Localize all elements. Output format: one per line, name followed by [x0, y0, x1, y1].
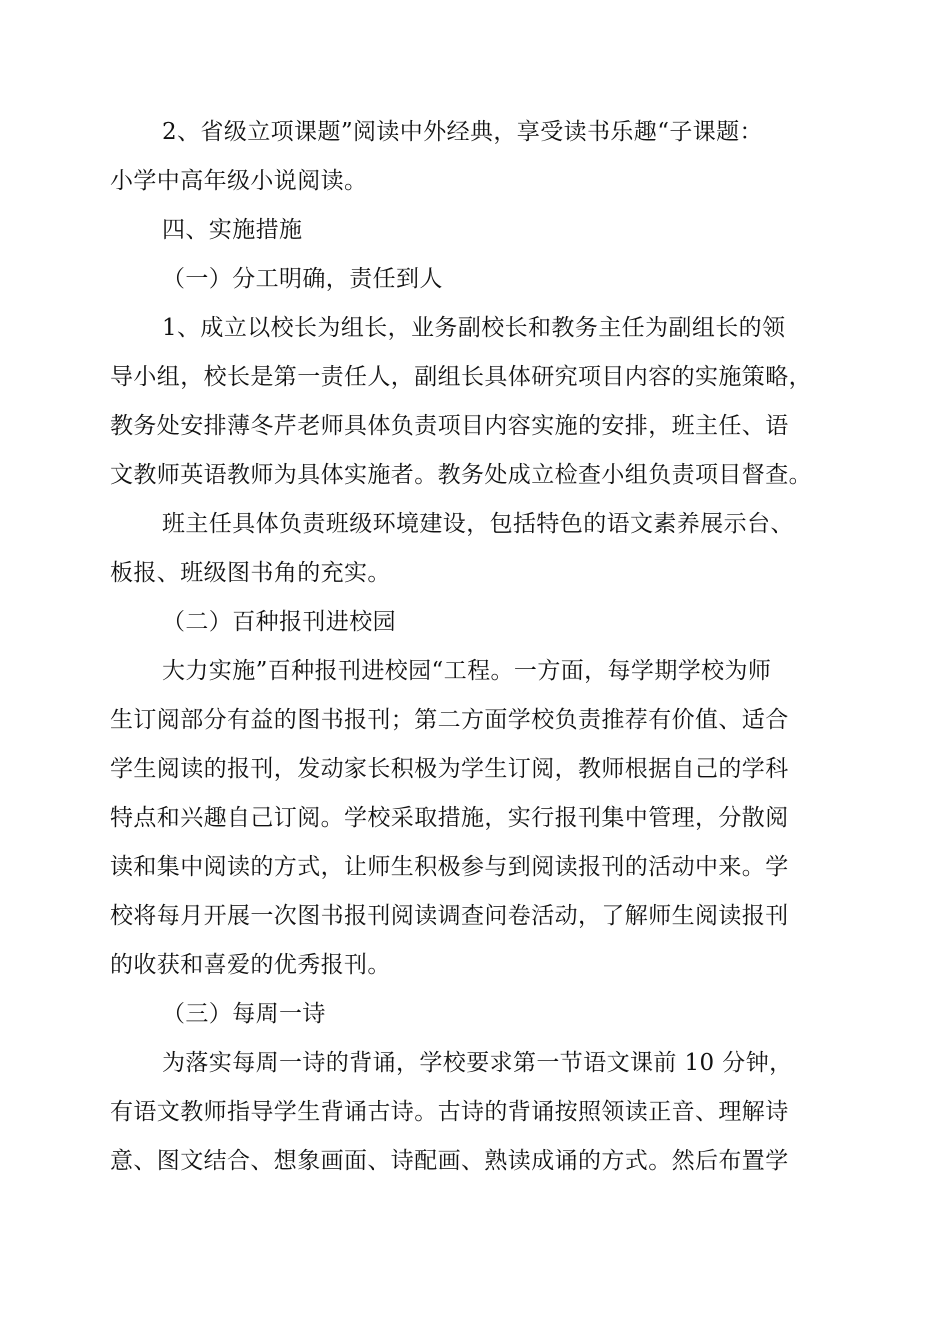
paragraph-line: 为落实每周一诗的背诵，学校要求第一节语文课前 10 分钟，	[162, 1050, 793, 1076]
subsection-heading: （一）分工明确，责任到人	[162, 266, 443, 292]
paragraph-line: 有语文教师指导学生背诵古诗。古诗的背诵按照领读正音、理解诗	[110, 1099, 789, 1125]
paragraph-line: 意、图文结合、想象画面、诗配画、熟读成诵的方式。然后布置学	[110, 1148, 789, 1174]
paragraph-line: 生订阅部分有益的图书报刊；第二方面学校负责推荐有价值、适合	[110, 707, 789, 733]
paragraph-line: 教务处安排薄冬芹老师具体负责项目内容实施的安排，班主任、语	[110, 413, 789, 439]
paragraph-line: 小学中高年级小说阅读。	[110, 168, 368, 194]
paragraph-line: 班主任具体负责班级环境建设，包括特色的语文素养展示台、	[162, 511, 794, 537]
paragraph-line: 校将每月开展一次图书报刊阅读调查问卷活动，了解师生阅读报刊	[110, 903, 789, 929]
section-heading: 四、实施措施	[162, 217, 303, 243]
document-body	[110, 108, 850, 1186]
subsection-heading: （二）百种报刊进校园	[162, 609, 396, 635]
paragraph-line: 的收获和喜爱的优秀报刊。	[110, 952, 391, 978]
paragraph-line: 文教师英语教师为具体实施者。教务处成立检查小组负责项目督查。	[110, 462, 812, 488]
paragraph-line: 特点和兴趣自己订阅。学校采取措施，实行报刊集中管理，分散阅	[110, 805, 789, 831]
paragraph-line: 2、省级立项课题”阅读中外经典，享受读书乐趣“子课题：	[162, 119, 763, 145]
paragraph-line: 1、成立以校长为组长，业务副校长和教务主任为副组长的领	[162, 315, 786, 341]
paragraph-line: 大力实施”百种报刊进校园“工程。一方面，每学期学校为师	[162, 658, 772, 684]
paragraph-line: 读和集中阅读的方式，让师生积极参与到阅读报刊的活动中来。学	[110, 854, 789, 880]
paragraph-line: 板报、班级图书角的充实。	[110, 560, 391, 586]
paragraph-line: 导小组，校长是第一责任人，副组长具体研究项目内容的实施策略，	[110, 364, 812, 390]
paragraph-line: 学生阅读的报刊，发动家长积极为学生订阅，教师根据自己的学科	[110, 756, 789, 782]
subsection-heading: （三）每周一诗	[162, 1001, 326, 1027]
